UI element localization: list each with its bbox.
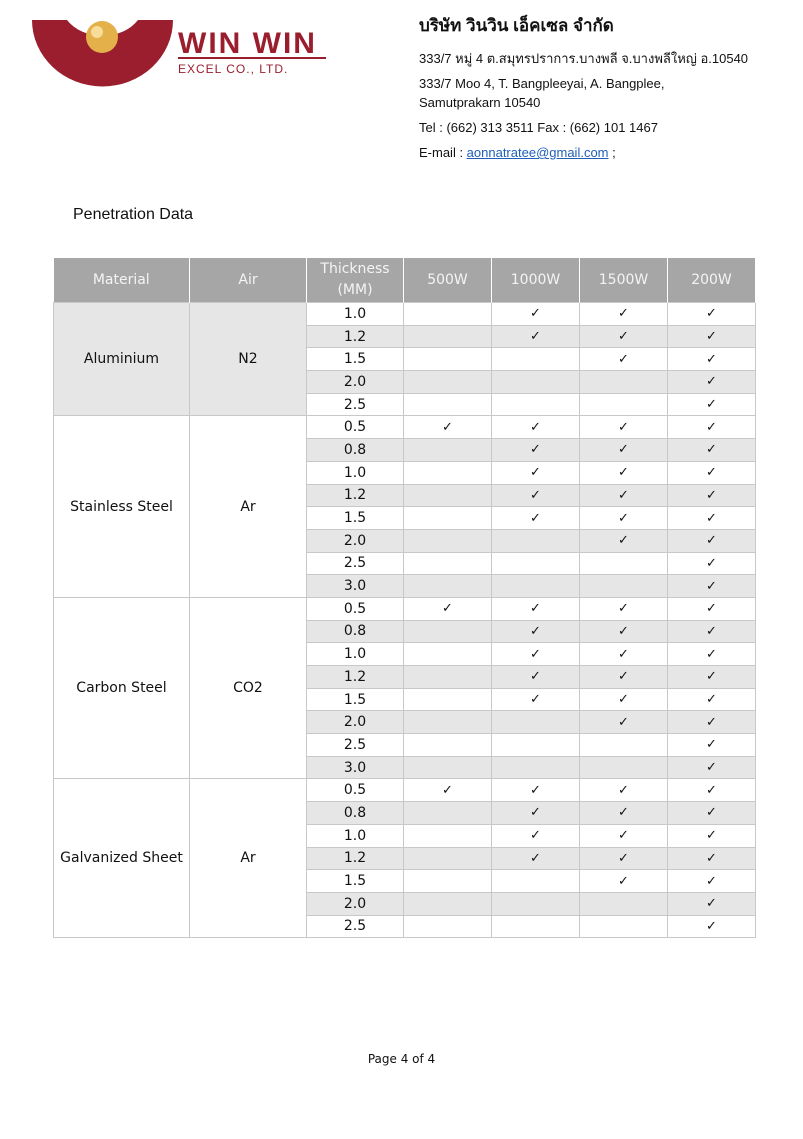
empty-cell [404,439,492,462]
thickness-cell: 1.0 [307,643,404,666]
check-mark-icon: ✓ [580,824,668,847]
thickness-cell: 2.5 [307,552,404,575]
logo-sun [86,21,118,53]
check-mark-icon: ✓ [580,529,668,552]
company-logo [32,16,332,88]
address-english-line2: Samutprakarn 10540 [419,95,541,110]
empty-cell [404,756,492,779]
thickness-cell: 3.0 [307,756,404,779]
empty-cell [404,688,492,711]
thickness-cell: 1.2 [307,847,404,870]
thickness-cell: 1.2 [307,666,404,689]
empty-cell [404,734,492,757]
check-mark-icon: ✓ [404,416,492,439]
header-1500w: 1500W [580,258,668,303]
empty-cell [404,666,492,689]
company-info [419,12,789,162]
check-mark-icon: ✓ [492,688,580,711]
check-mark-icon: ✓ [668,802,756,825]
check-mark-icon: ✓ [668,393,756,416]
empty-cell [492,734,580,757]
check-mark-icon: ✓ [492,824,580,847]
empty-cell [404,892,492,915]
empty-cell [404,620,492,643]
check-mark-icon: ✓ [668,824,756,847]
check-mark-icon: ✓ [580,461,668,484]
check-mark-icon: ✓ [580,711,668,734]
empty-cell [404,643,492,666]
check-mark-icon: ✓ [580,416,668,439]
logo-sun-highlight [91,26,103,38]
thickness-cell: 0.8 [307,439,404,462]
check-mark-icon: ✓ [492,666,580,689]
empty-cell [404,484,492,507]
check-mark-icon: ✓ [668,348,756,371]
thickness-cell: 1.5 [307,870,404,893]
table-header-row [54,258,756,303]
empty-cell [404,802,492,825]
thickness-cell: 0.5 [307,597,404,620]
thickness-cell: 0.5 [307,779,404,802]
table-row [54,779,756,802]
check-mark-icon: ✓ [580,303,668,326]
header-air: Air [190,258,307,303]
check-mark-icon: ✓ [668,756,756,779]
header-thickness: Thickness (MM) [307,258,404,303]
empty-cell [404,303,492,326]
thickness-cell: 1.0 [307,461,404,484]
check-mark-icon: ✓ [492,597,580,620]
check-mark-icon: ✓ [580,847,668,870]
empty-cell [404,552,492,575]
thickness-cell: 0.5 [307,416,404,439]
empty-cell [404,325,492,348]
penetration-table [53,258,756,938]
check-mark-icon: ✓ [580,325,668,348]
empty-cell [492,348,580,371]
check-mark-icon: ✓ [668,303,756,326]
thickness-cell: 2.5 [307,393,404,416]
check-mark-icon: ✓ [580,779,668,802]
logo-subtitle-text: EXCEL CO., LTD. [178,62,289,76]
thickness-cell: 2.0 [307,892,404,915]
check-mark-icon: ✓ [668,371,756,394]
empty-cell [404,461,492,484]
empty-cell [404,348,492,371]
check-mark-icon: ✓ [668,847,756,870]
check-mark-icon: ✓ [492,461,580,484]
empty-cell [492,371,580,394]
check-mark-icon: ✓ [668,575,756,598]
thickness-cell: 2.0 [307,711,404,734]
check-mark-icon: ✓ [668,439,756,462]
empty-cell [404,393,492,416]
header-500w: 500W [404,258,492,303]
table-row [54,303,756,326]
thickness-cell: 1.0 [307,824,404,847]
thickness-cell: 0.8 [307,620,404,643]
check-mark-icon: ✓ [580,507,668,530]
telephone-fax: Tel : (662) 313 3511 Fax : (662) 101 1467 [419,120,658,135]
header-200w: 200W [668,258,756,303]
empty-cell [404,575,492,598]
check-mark-icon: ✓ [404,779,492,802]
material-cell: Carbon Steel [54,597,190,779]
check-mark-icon: ✓ [492,416,580,439]
empty-cell [580,734,668,757]
check-mark-icon: ✓ [580,484,668,507]
thickness-cell: 1.2 [307,325,404,348]
check-mark-icon: ✓ [492,802,580,825]
check-mark-icon: ✓ [668,416,756,439]
empty-cell [404,711,492,734]
thickness-cell: 1.5 [307,348,404,371]
email-line [419,143,789,162]
empty-cell [492,529,580,552]
check-mark-icon: ✓ [492,507,580,530]
check-mark-icon: ✓ [580,597,668,620]
check-mark-icon: ✓ [580,643,668,666]
thickness-cell: 0.8 [307,802,404,825]
table-row [54,416,756,439]
check-mark-icon: ✓ [668,484,756,507]
empty-cell [492,552,580,575]
check-mark-icon: ✓ [668,734,756,757]
check-mark-icon: ✓ [668,688,756,711]
check-mark-icon: ✓ [668,597,756,620]
check-mark-icon: ✓ [668,711,756,734]
empty-cell [580,756,668,779]
empty-cell [580,575,668,598]
check-mark-icon: ✓ [492,439,580,462]
check-mark-icon: ✓ [668,461,756,484]
check-mark-icon: ✓ [492,779,580,802]
check-mark-icon: ✓ [668,620,756,643]
empty-cell [580,393,668,416]
check-mark-icon: ✓ [580,666,668,689]
thickness-cell: 2.0 [307,529,404,552]
empty-cell [580,915,668,938]
empty-cell [404,870,492,893]
empty-cell [404,529,492,552]
check-mark-icon: ✓ [668,892,756,915]
section-title: Penetration Data [73,206,194,223]
check-mark-icon: ✓ [492,303,580,326]
check-mark-icon: ✓ [668,779,756,802]
empty-cell [580,552,668,575]
thickness-cell: 1.2 [307,484,404,507]
check-mark-icon: ✓ [580,439,668,462]
address-thai: 333/7 หมู่ 4 ต.สมุทรปราการ.บางพลี จ.บางพลีใหญ่ อ.10540 [419,51,749,66]
empty-cell [404,847,492,870]
empty-cell [492,892,580,915]
check-mark-icon: ✓ [492,847,580,870]
email-label: E-mail : [419,145,467,160]
check-mark-icon: ✓ [580,620,668,643]
thickness-cell: 2.0 [307,371,404,394]
air-cell: Ar [190,779,307,938]
check-mark-icon: ✓ [492,484,580,507]
empty-cell [492,756,580,779]
check-mark-icon: ✓ [668,915,756,938]
email-link[interactable]: aonnatratee@gmail.com [466,145,609,160]
email-suffix: ; [608,145,616,160]
check-mark-icon: ✓ [492,620,580,643]
check-mark-icon: ✓ [668,552,756,575]
material-cell: Galvanized Sheet [54,779,190,938]
address-english-line1: 333/7 Moo 4, T. Bangpleeyai, A. Bangplee, [419,76,665,91]
thickness-cell: 1.5 [307,507,404,530]
air-cell: Ar [190,416,307,598]
check-mark-icon: ✓ [668,507,756,530]
logo-brand-text: WIN WIN [178,27,317,60]
air-cell: N2 [190,303,307,416]
empty-cell [404,915,492,938]
air-cell: CO2 [190,597,307,779]
check-mark-icon: ✓ [668,325,756,348]
check-mark-icon: ✓ [668,529,756,552]
check-mark-icon: ✓ [580,688,668,711]
empty-cell [492,870,580,893]
check-mark-icon: ✓ [492,325,580,348]
thickness-cell: 1.0 [307,303,404,326]
check-mark-icon: ✓ [404,597,492,620]
empty-cell [404,824,492,847]
check-mark-icon: ✓ [580,348,668,371]
header-1000w: 1000W [492,258,580,303]
check-mark-icon: ✓ [668,643,756,666]
check-mark-icon: ✓ [668,870,756,893]
thickness-cell: 2.5 [307,734,404,757]
material-cell: Stainless Steel [54,416,190,598]
material-cell: Aluminium [54,303,190,416]
empty-cell [492,393,580,416]
logo-graphic [32,16,332,88]
company-name-thai: บริษัท วินวิน เอ็คเซล จำกัด [419,16,614,35]
empty-cell [492,711,580,734]
empty-cell [404,371,492,394]
thickness-cell: 3.0 [307,575,404,598]
thickness-cell: 1.5 [307,688,404,711]
empty-cell [492,915,580,938]
empty-cell [580,371,668,394]
page-number: Page 4 of 4 [367,1052,436,1066]
empty-cell [580,892,668,915]
thickness-cell: 2.5 [307,915,404,938]
check-mark-icon: ✓ [580,802,668,825]
check-mark-icon: ✓ [668,666,756,689]
empty-cell [492,575,580,598]
check-mark-icon: ✓ [580,870,668,893]
table-row [54,597,756,620]
empty-cell [404,507,492,530]
check-mark-icon: ✓ [492,643,580,666]
header-material: Material [54,258,190,303]
